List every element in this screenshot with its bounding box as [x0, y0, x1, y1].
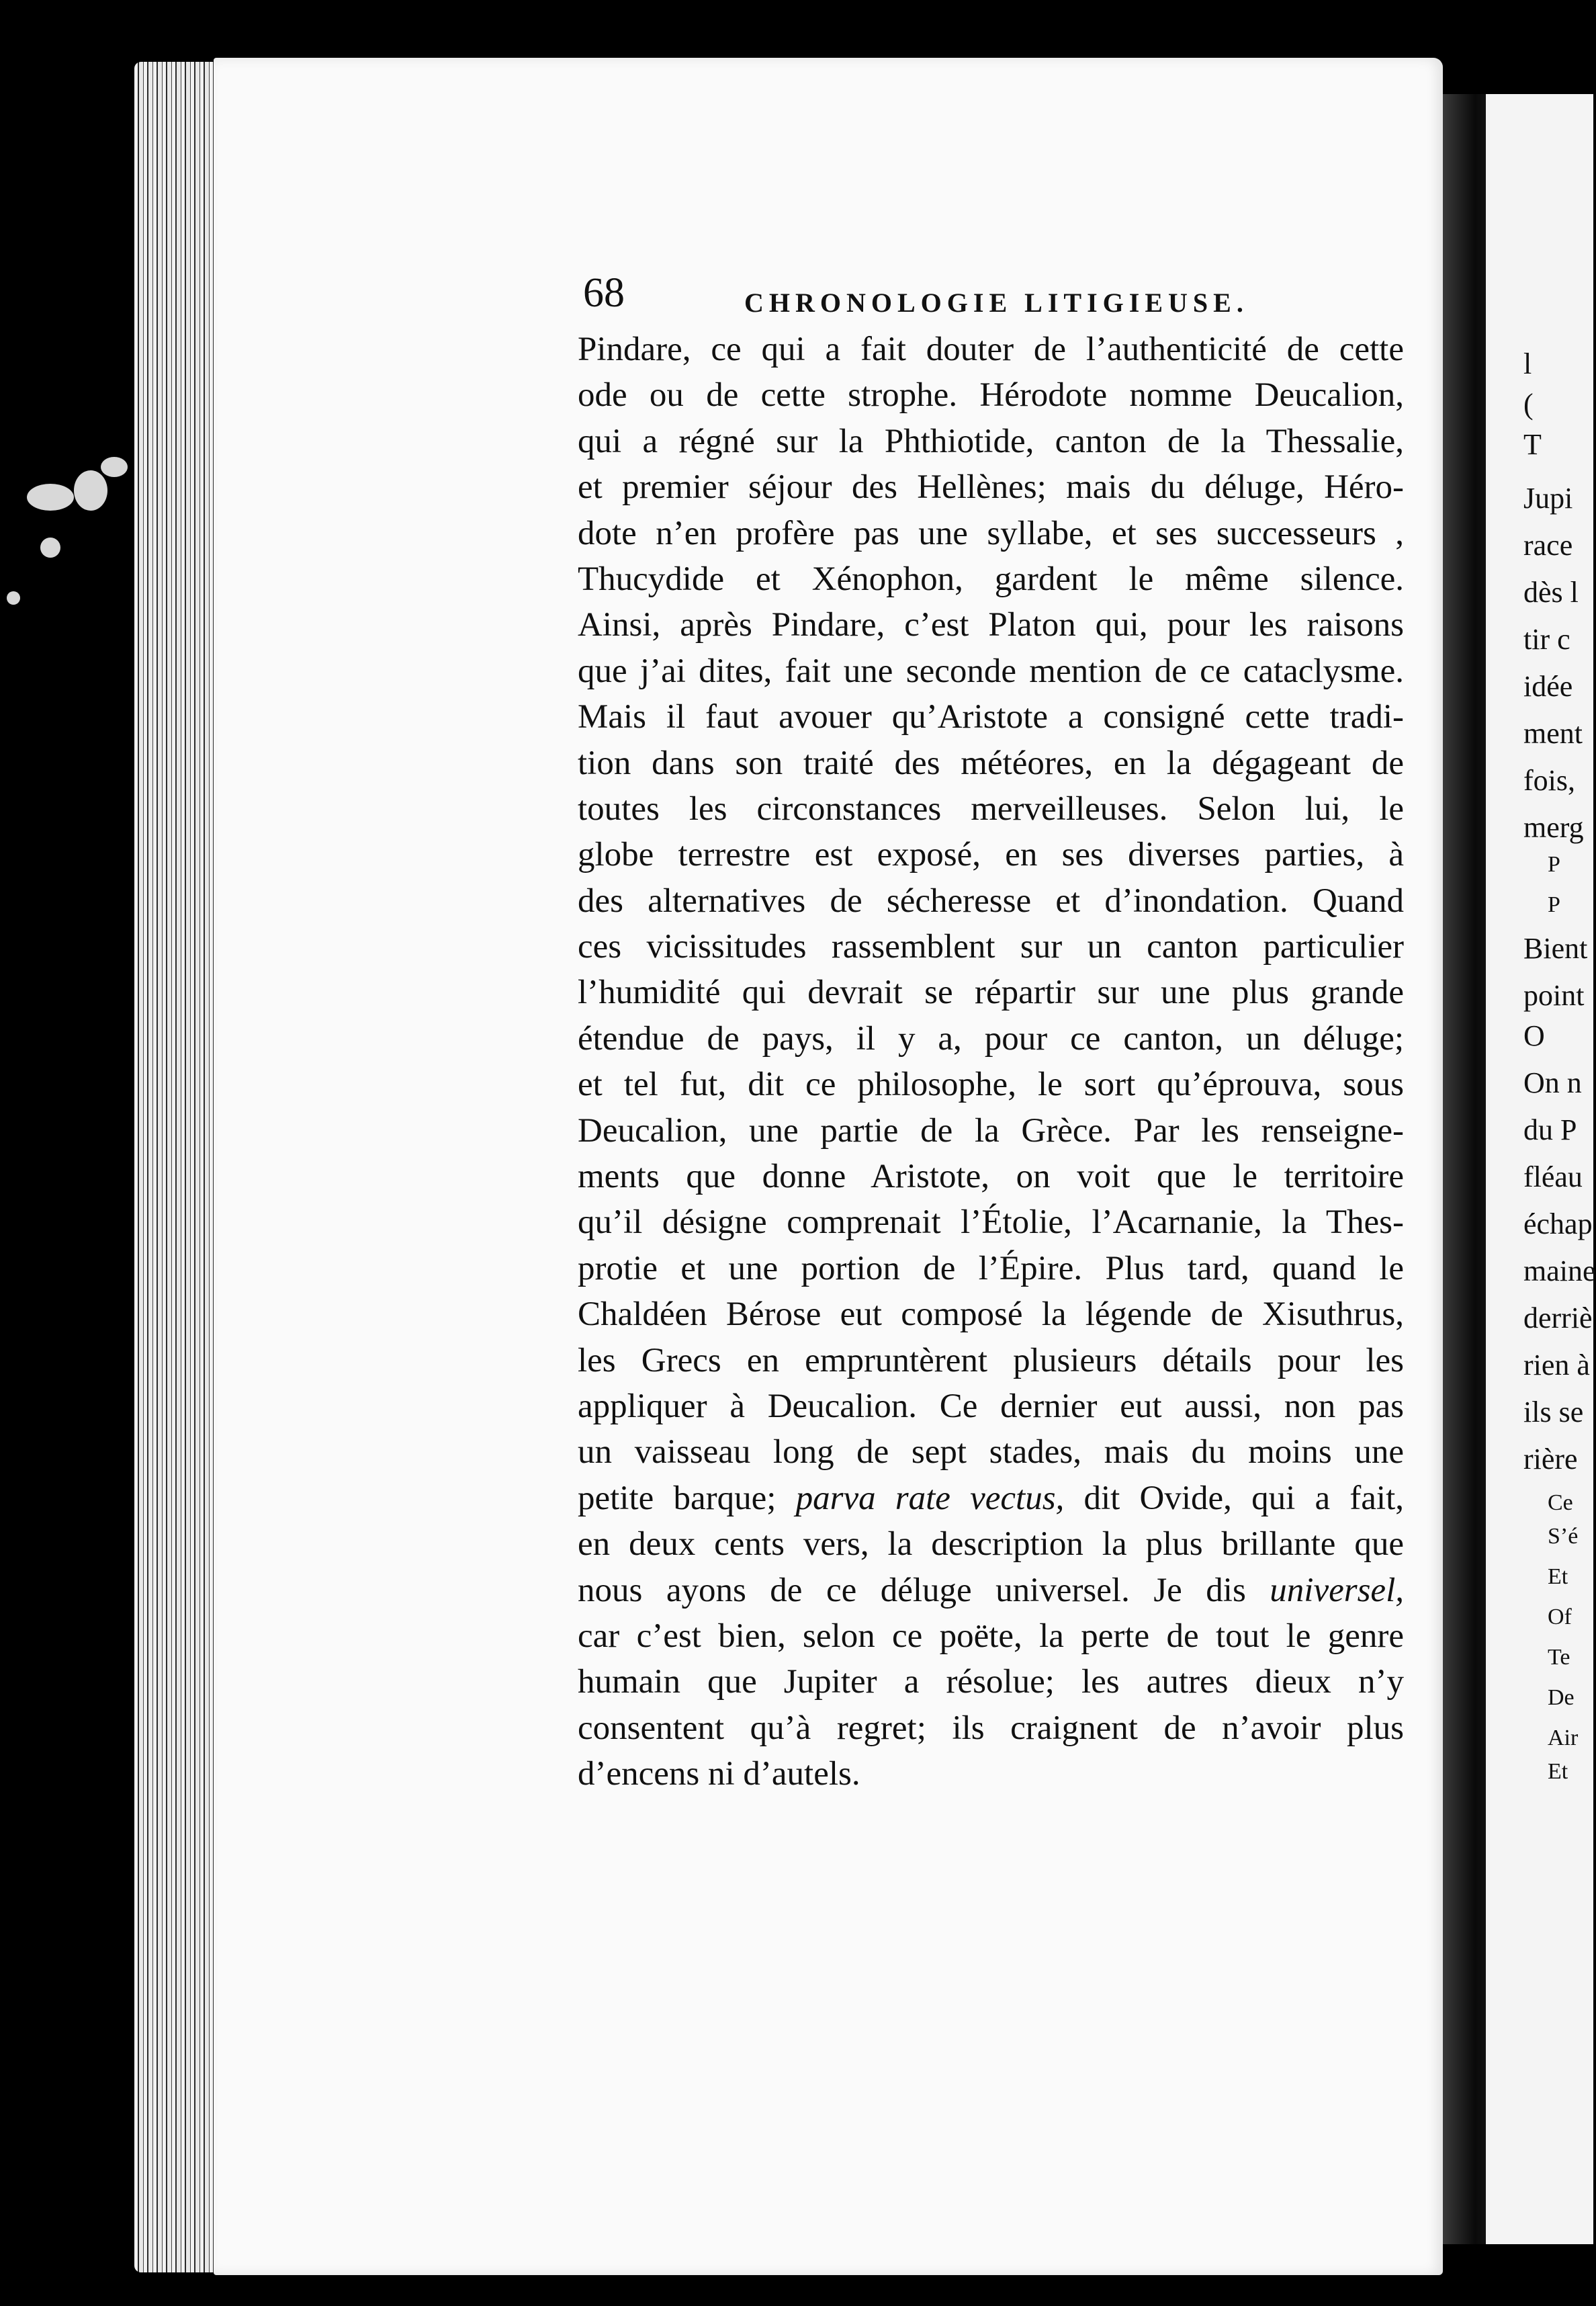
italic-segment: universel,	[1270, 1571, 1404, 1609]
scan-speckle	[101, 457, 128, 477]
text-line: tion dans son traité des météores, en la dégageant de	[578, 744, 1404, 782]
right-page-text-fragment: S’é	[1548, 1524, 1579, 1549]
text-line: les Grecs en empruntèrent plusieurs détails pour les	[578, 1341, 1404, 1379]
right-page-text-fragment: Ce	[1548, 1490, 1573, 1515]
right-page-text-fragment: idée	[1523, 670, 1573, 703]
right-page-text-fragment: De	[1548, 1685, 1575, 1710]
right-page-cropped	[1486, 94, 1596, 2244]
text-line: protie et une portion de l’Épire. Plus tard, quand le	[578, 1249, 1404, 1287]
text-line: étendue de pays, il y a, pour ce canton, un déluge;	[578, 1019, 1404, 1058]
right-page-text-fragment: maine	[1523, 1254, 1596, 1287]
text-segment: nous ayons de ce déluge universel. Je dis	[578, 1571, 1270, 1609]
scan-speckle	[74, 470, 107, 511]
page-number: 68	[583, 270, 625, 316]
text-line: des alternatives de sécheresse et d’inondation. Quand	[578, 882, 1404, 920]
text-line: et tel fut, dit ce philosophe, le sort qu’éprouva, sous	[578, 1066, 1404, 1104]
right-page-text-fragment: derriè	[1523, 1301, 1593, 1334]
right-page-text-fragment: fois,	[1523, 764, 1575, 797]
right-page-text-fragment: dès l	[1523, 576, 1579, 609]
text-segment: dit Ovide, qui a fait,	[1064, 1479, 1404, 1517]
text-line	[578, 1568, 1404, 1613]
right-page-text-fragment: Air	[1548, 1725, 1579, 1750]
right-page-text-fragment: point	[1523, 979, 1585, 1012]
page-header	[583, 272, 1403, 319]
right-page-text-fragment: Of	[1548, 1605, 1572, 1629]
text-line	[578, 1476, 1404, 1521]
scan-speckle	[7, 591, 20, 605]
text-line: ode ou de cette strophe. Hérodote nomme Deucalion,	[578, 376, 1404, 415]
text-line: car c’est bien, selon ce poëte, la perte de tout le genre	[578, 1617, 1404, 1655]
text-line: en deux cents vers, la description la plus brillante que	[578, 1525, 1404, 1564]
right-page-text-fragment: fléau	[1523, 1160, 1583, 1193]
text-line: qu’il désigne comprenait l’Étolie, l’Acarnanie, la Thes-	[578, 1203, 1404, 1242]
right-page-text-fragment: Bient	[1523, 932, 1588, 965]
right-page-text-fragment: O	[1523, 1019, 1545, 1052]
right-page-text-fragment: T	[1523, 428, 1542, 461]
right-page-text-fragment: l	[1523, 347, 1532, 380]
text-line: Chaldéen Bérose eut composé la légende de Xisuthrus,	[578, 1295, 1404, 1334]
text-line: Deucalion, une partie de la Grèce. Par les renseigne-	[578, 1111, 1404, 1150]
text-line: globe terrestre est exposé, en ses diverses parties, à	[578, 836, 1404, 874]
right-page-text-fragment: (	[1523, 388, 1534, 421]
text-line: un vaisseau long de sept stades, mais du moins une	[578, 1433, 1404, 1471]
text-line: et premier séjour des Hellènes; mais du déluge, Héro-	[578, 468, 1404, 507]
text-line: consentent qu’à regret; ils craignent de n’avoir plus	[578, 1709, 1404, 1747]
body-text	[578, 327, 1404, 1797]
italic-segment: parva rate vectus,	[795, 1479, 1065, 1517]
right-page-text-fragment: du P	[1523, 1113, 1577, 1146]
text-line: humain que Jupiter a résolue; les autres dieux n’y	[578, 1663, 1404, 1701]
right-page-text-fragment: race	[1523, 529, 1573, 562]
running-head: CHRONOLOGIE LITIGIEUSE.	[744, 288, 1249, 318]
right-page-text-fragment: ils se	[1523, 1396, 1584, 1428]
text-line: l’humidité qui devrait se répartir sur une plus grande	[578, 974, 1404, 1012]
scan-speckle	[27, 484, 74, 511]
right-page-text-fragment: P	[1548, 892, 1560, 917]
text-line: appliquer à Deucalion. Ce dernier eut aussi, non pas	[578, 1387, 1404, 1425]
text-line: d’encens ni d’autels.	[578, 1755, 860, 1793]
text-line: toutes les circonstances merveilleuses. Selon lui, le	[578, 789, 1404, 828]
text-segment: petite barque;	[578, 1479, 796, 1517]
right-page-text-fragment: rière	[1523, 1443, 1578, 1476]
text-line: dote n’en profère pas une syllabe, et ses successeurs ,	[578, 514, 1404, 552]
text-line: ments que donne Aristote, on voit que le territoire	[578, 1158, 1404, 1196]
text-line: Pindare, ce qui a fait douter de l’authenticité de cette	[578, 331, 1404, 368]
right-page-text-fragment: On n	[1523, 1066, 1582, 1099]
text-line: Mais il faut avouer qu’Aristote a consigné cette tradi-	[578, 698, 1404, 736]
right-page-text-fragment: P	[1548, 852, 1560, 877]
right-page-text-fragment: Et	[1548, 1759, 1568, 1784]
text-line: que j’ai dites, fait une seconde mention de ce cataclysme.	[578, 652, 1404, 690]
text-line: qui a régné sur la Phthiotide, canton de la Thessalie,	[578, 422, 1404, 460]
right-page-text-fragment: Et	[1548, 1564, 1568, 1589]
right-page-text-fragment: échap	[1523, 1207, 1593, 1240]
right-page-text-fragment: merg	[1523, 811, 1584, 844]
text-line: Thucydide et Xénophon, gardent le même silence.	[578, 560, 1404, 598]
text-line: ces vicissitudes rassemblent sur un canton particulier	[578, 928, 1404, 966]
scan-speckle	[40, 538, 60, 558]
right-page-text-fragment: tir c	[1523, 623, 1570, 656]
right-page-text-fragment: Jupi	[1523, 482, 1573, 515]
right-page-text-fragment: ment	[1523, 717, 1583, 750]
right-page-text-fragment: Te	[1548, 1645, 1570, 1670]
text-line: Ainsi, après Pindare, c’est Platon qui, pour les raisons	[578, 606, 1404, 644]
right-page-text-fragment: rien à	[1523, 1349, 1590, 1381]
